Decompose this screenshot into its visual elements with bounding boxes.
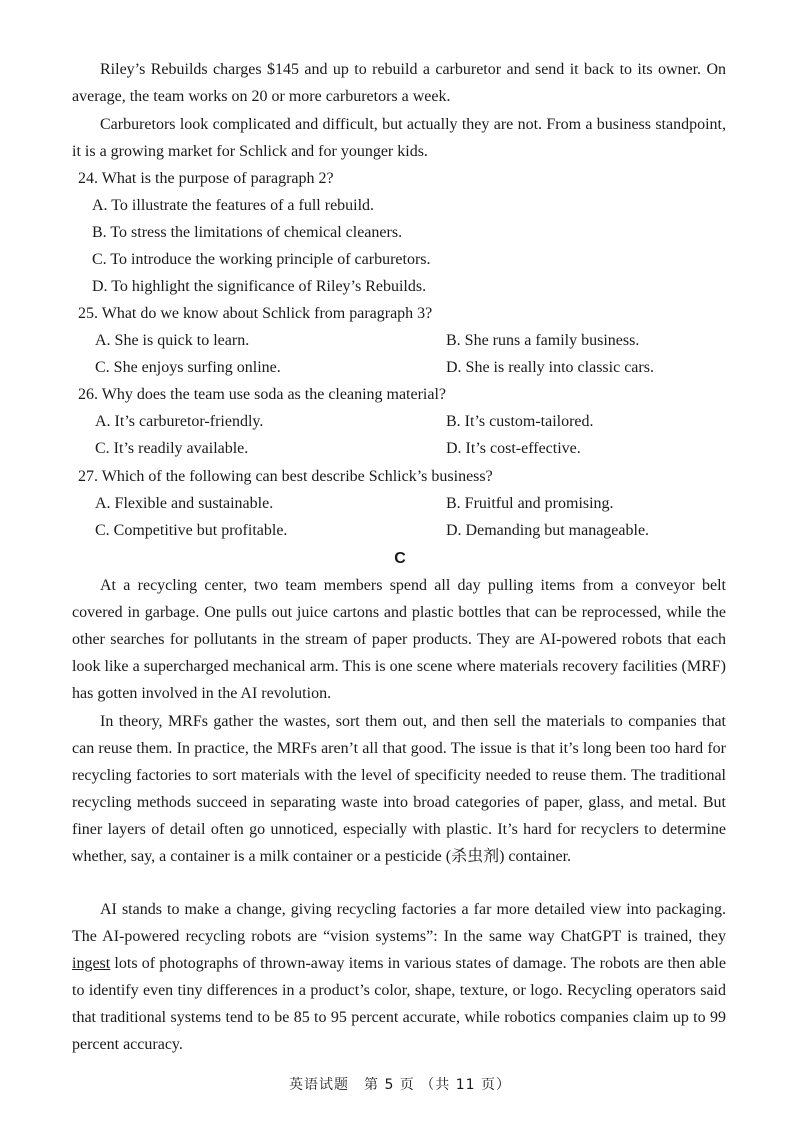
section-c-paragraph-3 <box>72 896 726 1058</box>
question-24-option-b[interactable]: B. To stress the limitations of chemical cleaners. <box>92 224 403 241</box>
underlined-word-ingest: ingest <box>72 955 111 972</box>
passage-b-paragraph-1: Riley’s Rebuilds charges $145 and up to rebuild a carburetor and send it back to its owner. On average, the team works on 20 or more carburetors a week. <box>72 61 726 105</box>
question-26-option-c[interactable]: C. It’s readily available. <box>95 440 249 457</box>
question-26-option-d[interactable]: D. It’s cost-effective. <box>446 440 581 457</box>
section-c-paragraph-3-before: AI stands to make a change, giving recycling factories a far more detailed view into packaging. The AI-powered recycling robots are “vision systems”: In the same way ChatGPT is trained, they <box>72 901 726 945</box>
question-25-option-c[interactable]: C. She enjoys surfing online. <box>95 359 281 376</box>
question-24-option-c[interactable]: C. To introduce the working principle of carburetors. <box>92 251 431 268</box>
section-c-paragraph-1: At a recycling center, two team members spend all day pulling items from a conveyor belt covered in garbage. One pulls out juice cartons and plastic bottles that can be reprocessed, while the other searches for pollutants in the stream of paper products. They are AI-powered robots that each look like a supercharged mechanical arm. This is one scene where materials recovery facilities (MRF) has gotten involved in the AI revolution. <box>72 577 726 702</box>
question-24-stem: 24. What is the purpose of paragraph 2? <box>78 170 334 187</box>
question-26-stem: 26. Why does the team use soda as the cleaning material? <box>78 386 447 403</box>
question-27-stem: 27. Which of the following can best describe Schlick’s business? <box>78 468 493 485</box>
question-27-option-d[interactable]: D. Demanding but manageable. <box>446 522 650 539</box>
page-footer: 英语试题 第 5 页 （共 11 页） <box>289 1077 511 1093</box>
section-c-paragraph-2: In theory, MRFs gather the wastes, sort them out, and then sell the materials to companies that can reuse them. In practice, the MRFs aren’t all that good. The issue is that it’s long been too hard for recycling factories to sort materials with the level of specificity needed to reuse them. The traditional recycling methods succeed in separating waste into broad categories of paper, glass, and metal. But finer layers of detail often go unnoticed, especially with plastic. It’s hard for recyclers to determine whether, say, a container is a milk container or a pesticide (杀虫剂) container. <box>72 713 726 865</box>
question-25-option-d[interactable]: D. She is really into classic cars. <box>446 359 654 376</box>
section-c-paragraph-3-after: lots of photographs of thrown-away items in various states of damage. The robots are then able to identify even tiny differences in a product’s color, shape, texture, or logo. Recycling operators said that traditional systems tend to be 85 to 95 percent accurate, while robotics companies claim up to 99 percent accuracy. <box>72 955 726 1053</box>
question-24-option-d[interactable]: D. To highlight the significance of Riley’s Rebuilds. <box>92 278 427 295</box>
question-27-option-a[interactable]: A. Flexible and sustainable. <box>95 495 274 512</box>
question-25-option-b[interactable]: B. She runs a family business. <box>446 332 640 349</box>
question-27-option-c[interactable]: C. Competitive but profitable. <box>95 522 288 539</box>
passage-b-paragraph-2: Carburetors look complicated and difficult, but actually they are not. From a business standpoint, it is a growing market for Schlick and for younger kids. <box>72 116 726 160</box>
question-27-option-b[interactable]: B. Fruitful and promising. <box>446 495 614 512</box>
question-26-option-b[interactable]: B. It’s custom-tailored. <box>446 413 594 430</box>
question-24-option-a[interactable]: A. To illustrate the features of a full rebuild. <box>92 197 375 214</box>
section-c-heading: C <box>394 550 406 567</box>
question-26-option-a[interactable]: A. It’s carburetor-friendly. <box>95 413 264 430</box>
question-25-stem: 25. What do we know about Schlick from paragraph 3? <box>78 305 433 322</box>
question-25-option-a[interactable]: A. She is quick to learn. <box>95 332 250 349</box>
